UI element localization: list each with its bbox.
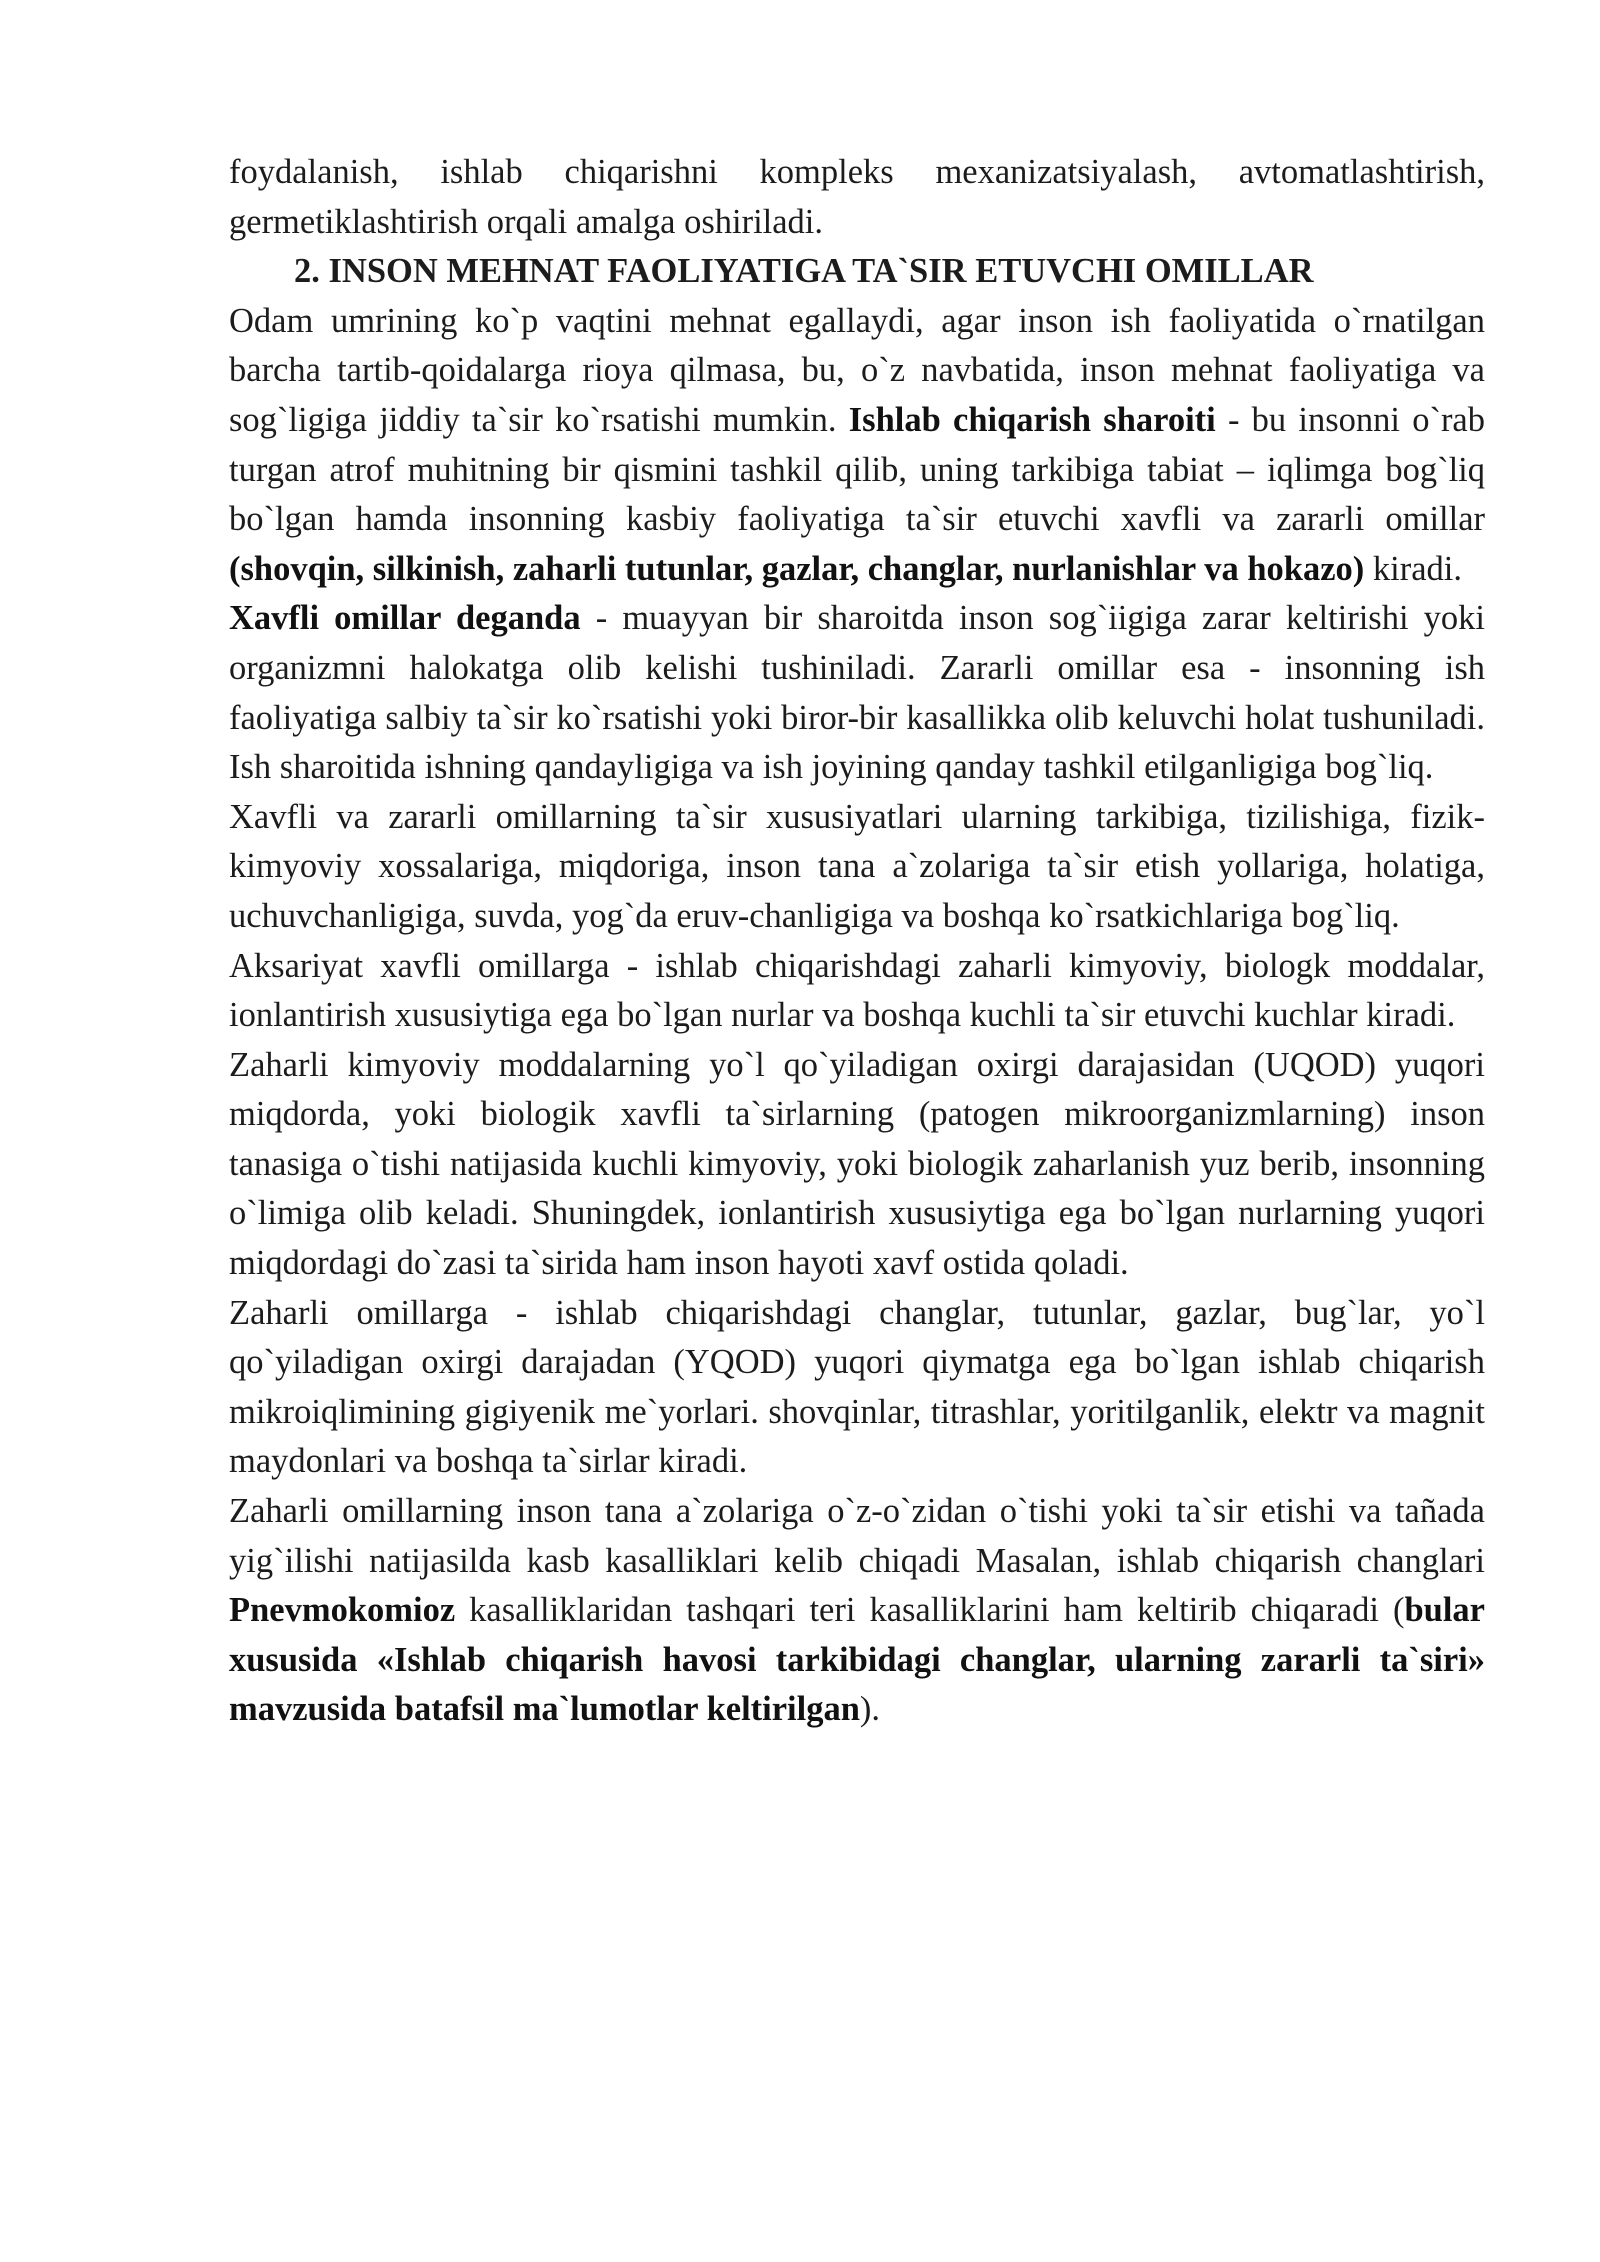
bold-term: Ishlab chiqarish sharoiti [848, 400, 1216, 439]
text-run: ). [859, 1690, 881, 1729]
paragraph-continuation [229, 148, 1485, 247]
paragraph-dangerous-factors [229, 594, 1485, 792]
paragraph-occupational-diseases [229, 1487, 1485, 1735]
paragraph-harmful-factors [229, 1289, 1485, 1487]
text-run: kiradi. [1364, 549, 1462, 588]
section-heading: 2. INSON MEHNAT FAOLIYATIGA TA`SIR ETUVCHI OMILLAR [294, 252, 1314, 291]
text-run: Zaharli omillarga - ishlab chiqarishdagi changlar, tutunlar, gazlar, bug`lar, yo`l qo`yiladigan oxirgi darajadan (YQOD) yuqori qiymatga ega bo`lgan ishlab chiqarish mikroiqlimining gigiyenik me`yorlari. shovqinlar, titrashlar, yoritilganlik, elektr va magnit maydonlari va boshqa ta`sirlar kiradi. [229, 1293, 1485, 1481]
bold-term: Xavfli omillar deganda [229, 599, 581, 638]
text-run: Aksariyat xavfli omillarga - ishlab chiqarishdagi zaharli kimyoviy, biologk moddalar, ionlantirish xususiytiga ega bo`lgan nurlar va boshqa kuchli ta`sir etuvchi kuchlar kiradi. [229, 946, 1485, 1035]
text-run: kasalliklaridan tashqari teri kasalliklarini ham keltirib chiqaradi ( [455, 1591, 1405, 1630]
text-run: Xavfli va zararli omillarning ta`sir xususiyatlari ularning tarkibiga, tizilishiga, fizik-kimyoviy xossalariga, miqdoriga, inson tana a`zolariga ta`sir etish yollariga, holatiga, uchuvchanligiga, suvda, yog`da eruv-chanligiga va boshqa ko`rsatkichlariga bog`liq. [229, 797, 1485, 935]
bold-term: (shovqin, silkinish, zaharli tutunlar, gazlar, changlar, nurlanishlar va hokazo) [229, 549, 1365, 588]
bold-term: Pnevmokomioz [229, 1591, 456, 1630]
document-page [229, 148, 1485, 1735]
paragraph-factor-properties [229, 793, 1485, 942]
paragraph-toxic-chemicals [229, 1041, 1485, 1289]
text-run: Zaharli omillarning inson tana a`zolariga o`z-o`zidan o`tishi yoki ta`sir etishi va tañada yig`ilishi natijasilda kasb kasalliklari kelib chiqadi Masalan, ishlab chiqarish changlari [229, 1492, 1485, 1580]
text-run: - bu insonni o`rab turgan atrof muhitning bir qismini tashkil qilib, uning tarkibiga tabiat – iqlimga bog`liq bo`lgan hamda insonning kasbiy faoliyatiga ta`sir etuvchi xavfli va zararli omillar [229, 400, 1485, 539]
bold-term: bular xususida «Ishlab chiqarish havosi tarkibidagi changlar, ularning zararli ta`siri» mavzusida batafsil ma`lumotlar keltirilgan [229, 1591, 1485, 1729]
text-run: Zaharli kimyoviy moddalarning yo`l qo`yiladigan oxirgi darajasidan (UQOD) yuqori miqdorda, yoki biologik xavfli ta`sirlarning (patogen mikroorganizmlarning) inson tanasiga o`tishi natijasida kuchli kimyoviy, yoki biologik zaharlanish yuz berib, insonning o`limiga olib keladi. Shuningdek, ionlantirish xususiytiga ega bo`lgan nurlarning yuqori miqdordagi do`zasi ta`sirida ham inson hayoti xavf ostida qoladi. [229, 1045, 1485, 1283]
paragraph-most-dangerous [229, 942, 1485, 1041]
text-run: foydalanish, ishlab chiqarishni kompleks mexanizatsiyalash, avtomatlashtirish, germetiklashtirish orqali amalga oshiriladi. [229, 153, 1485, 241]
text-run: Odam umrining ko`p vaqtini mehnat egallaydi, agar inson ish faoliyatida o`rnatilgan barcha tartib-qoidalarga rioya qilmasa, bu, o`z navbatida, inson mehnat faoliyatiga va sog`ligiga jiddiy ta`sir ko`rsatishi mumkin. [229, 301, 1485, 439]
paragraph-work-conditions [229, 297, 1485, 595]
text-run: - muayyan bir sharoitda inson sog`iigiga zarar keltirishi yoki organizmni halokatga olib kelishi tushiniladi. Zararli omillar esa - insonning ish faoliyatiga salbiy ta`sir ko`rsatishi yoki biror-bir kasallikka olib keluvchi holat tushuniladi. Ish sharoitida ishning qandayligiga va ish joyining qanday tashkil etilganligiga bog`liq. [229, 599, 1485, 787]
